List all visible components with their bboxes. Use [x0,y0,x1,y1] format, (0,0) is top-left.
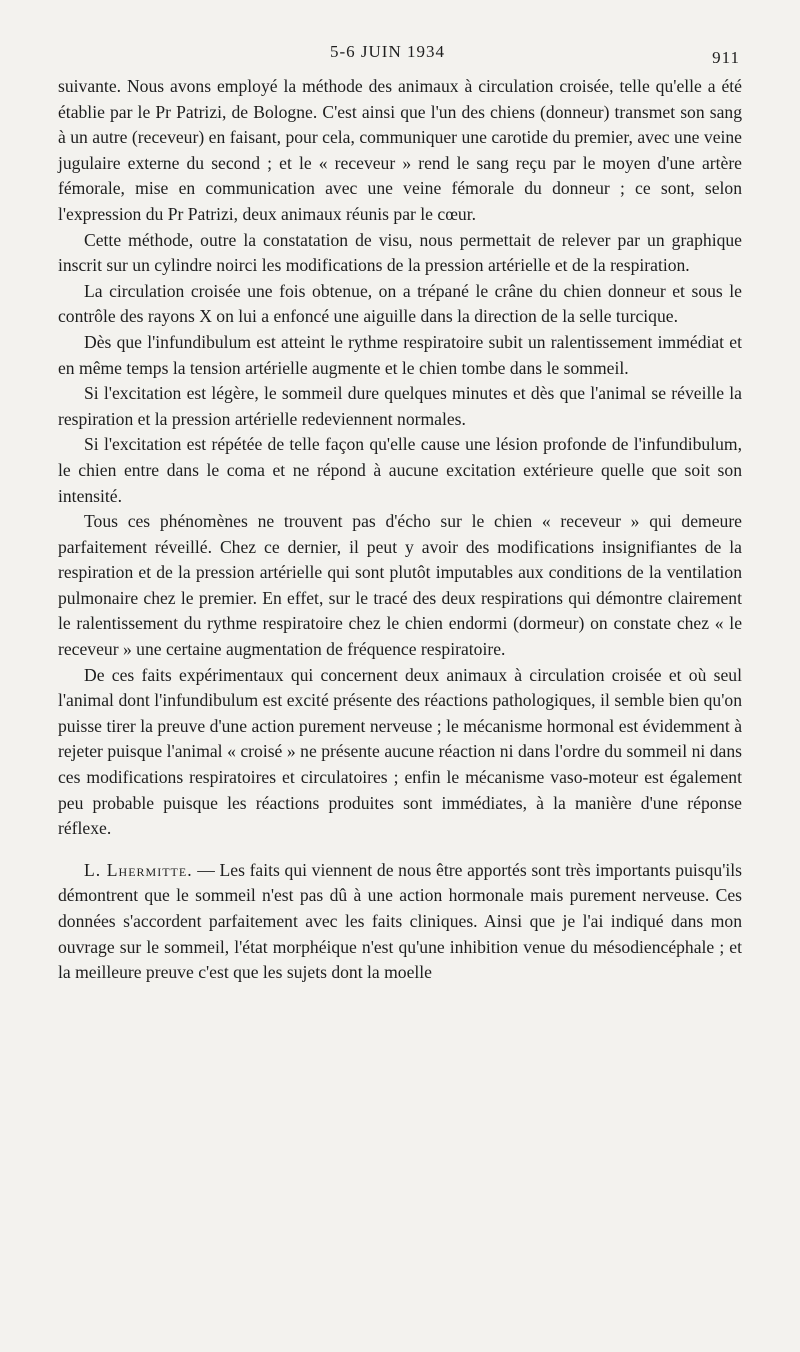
page-number: 911 [712,48,740,67]
paragraph-graph: Cette méthode, outre la constatation de visu, nous permettait de relever par un graphique inscrit sur un cylindre noirci les modifications de la pression artérielle et de la respiration. [58,229,742,276]
paragraph-lhermitte [58,858,742,986]
paragraph-repeated-excitation: Si l'excitation est répétée de telle façon qu'elle cause une lésion profonde de l'infundibulum, le chien entre dans le coma et ne répond à aucune excitation extérieure quelle que soit son intensité. [58,434,742,506]
paragraph-light-excitation: Si l'excitation est légère, le sommeil dure quelques minutes et dès que l'animal se réveille la respiration et la pression artérielle redeviennent normales. [58,383,742,429]
paragraph-receiver: Tous ces phénomènes ne trouvent pas d'écho sur le chien « receveur » qui demeure parfaitement réveillé. Chez ce dernier, il peut y avoir des modifications insignifiantes de la respiration et de la pression artérielle qui sont plutôt imputables aux conditions de la ventilation pulmonaire chez le premier. En effet, sur le tracé des deux respirations qui démontre clairement le ralentissement du rythme respiratoire chez le chien endormi (dormeur) on constate chez « le receveur » une certaine augmentation de fréquence respiratoire. [58,511,742,660]
paragraph-trepanation: La circulation croisée une fois obtenue, on a trépané le crâne du chien donneur et sous le contrôle des rayons X on lui a enfoncé une aiguille dans la direction de la selle turcique. [58,280,742,327]
article-body [58,74,742,986]
issue-date: 5-6 JUIN 1934 [330,42,445,61]
paragraph-infundibulum: Dès que l'infundibulum est atteint le rythme respiratoire subit un ralentissement immédiat et en même temps la tension artérielle augmente et le chien tombe dans le sommeil. [58,331,742,378]
discussant-name: L. Lhermitte. [84,859,193,880]
paragraph-conclusion: De ces faits expérimentaux qui concernent deux animaux à circulation croisée et où seul l'animal dont l'infundibulum est excité présente des réactions pathologiques, il semble bien qu'on puisse tirer la preuve d'une action purement nerveuse ; le mécanisme hormonal est évidemment à rejeter puisque l'animal « croisé » ne présente aucune réaction ni dans l'ordre du sommeil ni dans ces modifications respiratoires et circulatoires ; enfin le mécanisme vaso-moteur est également peu probable puisque les réactions produites sont immédiates, à la manière d'une réponse réflexe. [58,664,742,839]
discussant-text: — Les faits qui viennent de nous être apportés sont très importants puisqu'ils démontrent que le sommeil n'est pas dû à une action hormonale mais purement nerveuse. Ces données s'accordent parfaitement avec les faits cliniques. Ainsi que je l'ai indiqué dans mon ouvrage sur le sommeil, l'état morphéique n'est qu'une inhibition venue du mésodiencéphale ; et la meilleure preuve c'est que les sujets dont la moelle [58,859,742,983]
running-head [0,40,800,68]
paragraph-method: suivante. Nous avons employé la méthode des animaux à circulation croisée, telle qu'elle a été établie par le Pr Patrizi, de Bologne. C'est ainsi que l'un des chiens (donneur) transmet son sang à un autre (receveur) en faisant, pour cela, communiquer une carotide du premier, avec une veine jugulaire externe du second ; et le « receveur » rend le sang reçu par le moyen d'une artère fémorale, mise en communication avec une veine fémorale du donneur ; ce sont, selon l'expression du Pr Patrizi, deux animaux réunis par le cœur. [58,76,742,224]
